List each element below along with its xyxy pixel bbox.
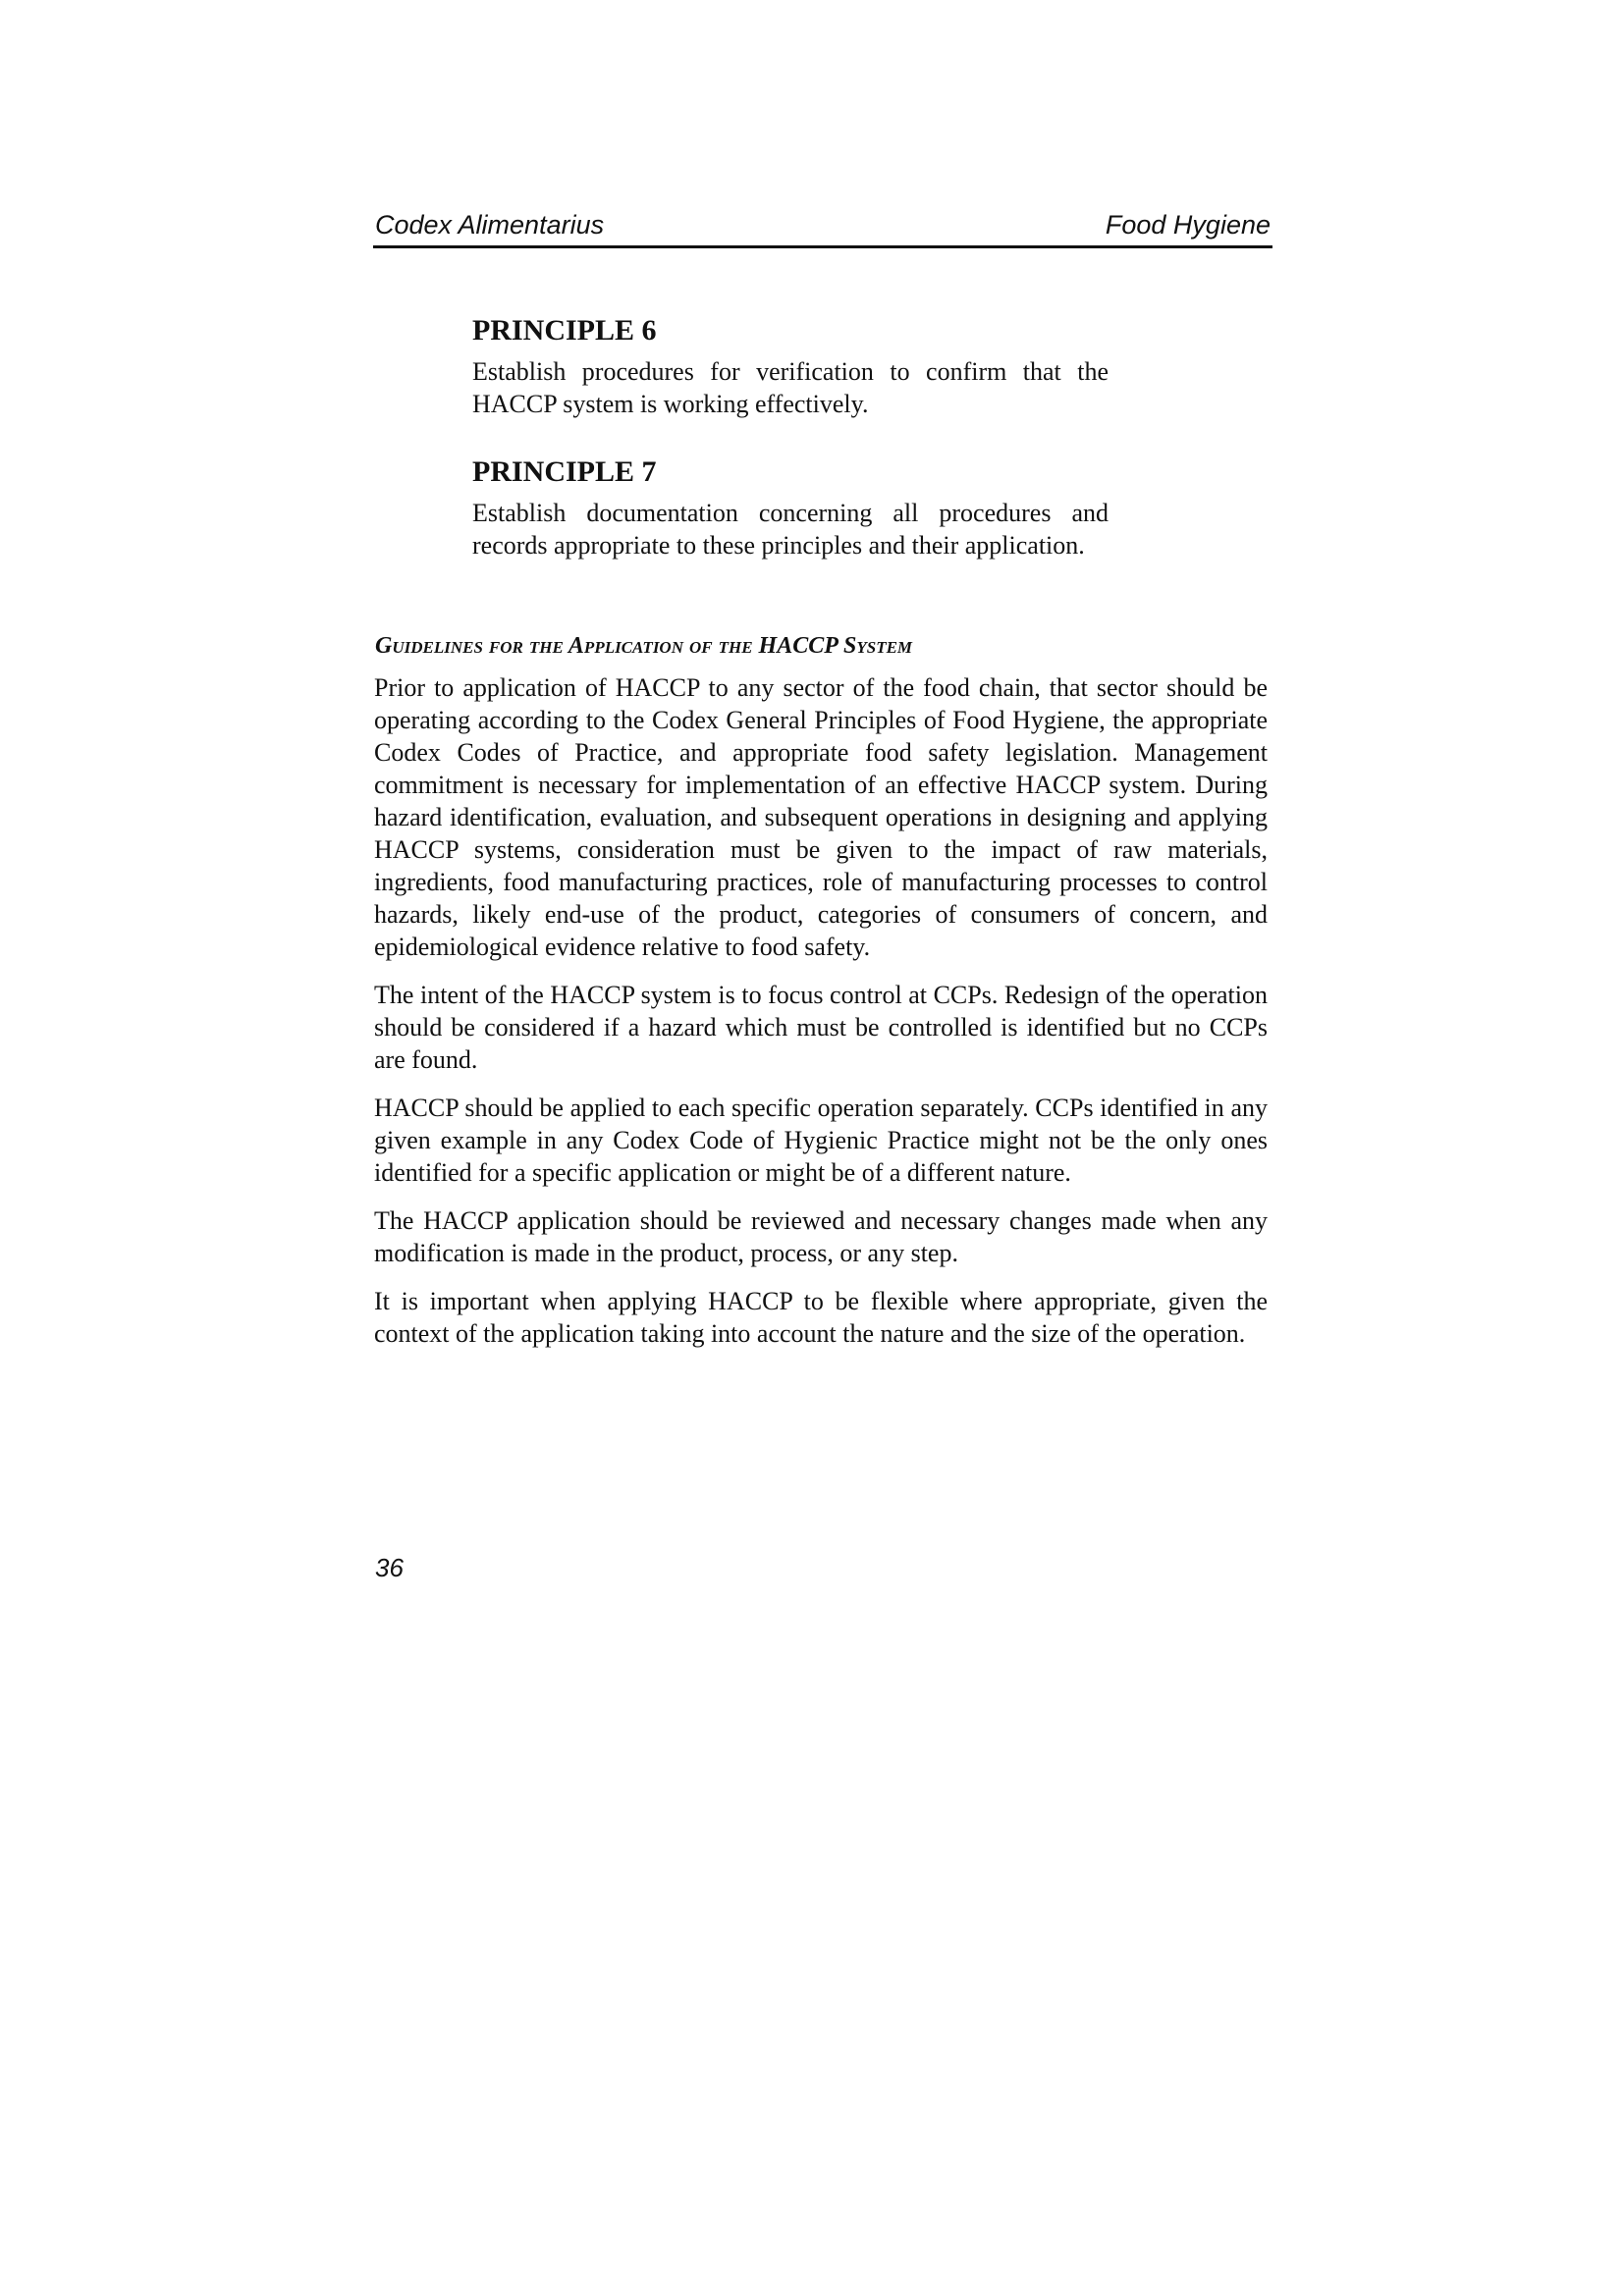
principle-7-text: Establish documentation concerning all procedures and records appropriate to these principles and their application. bbox=[472, 499, 1109, 560]
body-paragraph-1: Prior to application of HACCP to any sector of the food chain, that sector should be operating according to the Codex General Principles of Food Hygiene, the appropriate Codex Codes of Practice, and appropriate food safety legislation. Management commitment is necessary for implementation of an effective HACCP system. During hazard identification, evaluation, and subsequent operations in designing and applying HACCP systems, consideration must be given to the impact of raw materials, ingredients, food manufacturing practices, role of manufacturing processes to control hazards, likely end-use of the product, categories of consumers of concern, and epidemiological evidence relative to food safety. bbox=[374, 673, 1268, 961]
running-header bbox=[373, 206, 1272, 248]
principle-6-block bbox=[472, 312, 1109, 420]
section-body bbox=[374, 671, 1268, 1365]
body-paragraph-5: It is important when applying HACCP to be flexible where appropriate, given the context of the application taking into account the nature and the size of the operation. bbox=[374, 1287, 1268, 1348]
header-publication-title: Codex Alimentarius bbox=[375, 210, 605, 240]
header-chapter-title: Food Hygiene bbox=[1105, 210, 1271, 240]
body-paragraph-3: HACCP should be applied to each specific operation separately. CCPs identified in any given example in any Codex Code of Hygienic Practice might not be the only ones identified for a specific application or might be of a different nature. bbox=[374, 1094, 1268, 1187]
section-heading: Guidelines for the Application of the HACCP System bbox=[375, 633, 913, 659]
body-paragraph-4: The HACCP application should be reviewed and necessary changes made when any modification is made in the product, process, or any step. bbox=[374, 1206, 1268, 1267]
principle-7-title: PRINCIPLE 7 bbox=[472, 455, 657, 488]
principle-6-text: Establish procedures for verification to confirm that the HACCP system is working effectively. bbox=[472, 357, 1109, 418]
body-paragraph-2: The intent of the HACCP system is to focus control at CCPs. Redesign of the operation should be considered if a hazard which must be controlled is identified but no CCPs are found. bbox=[374, 981, 1268, 1074]
principle-6-title: PRINCIPLE 6 bbox=[472, 314, 657, 347]
page-number: 36 bbox=[375, 1553, 404, 1582]
principle-7-block bbox=[472, 454, 1109, 561]
